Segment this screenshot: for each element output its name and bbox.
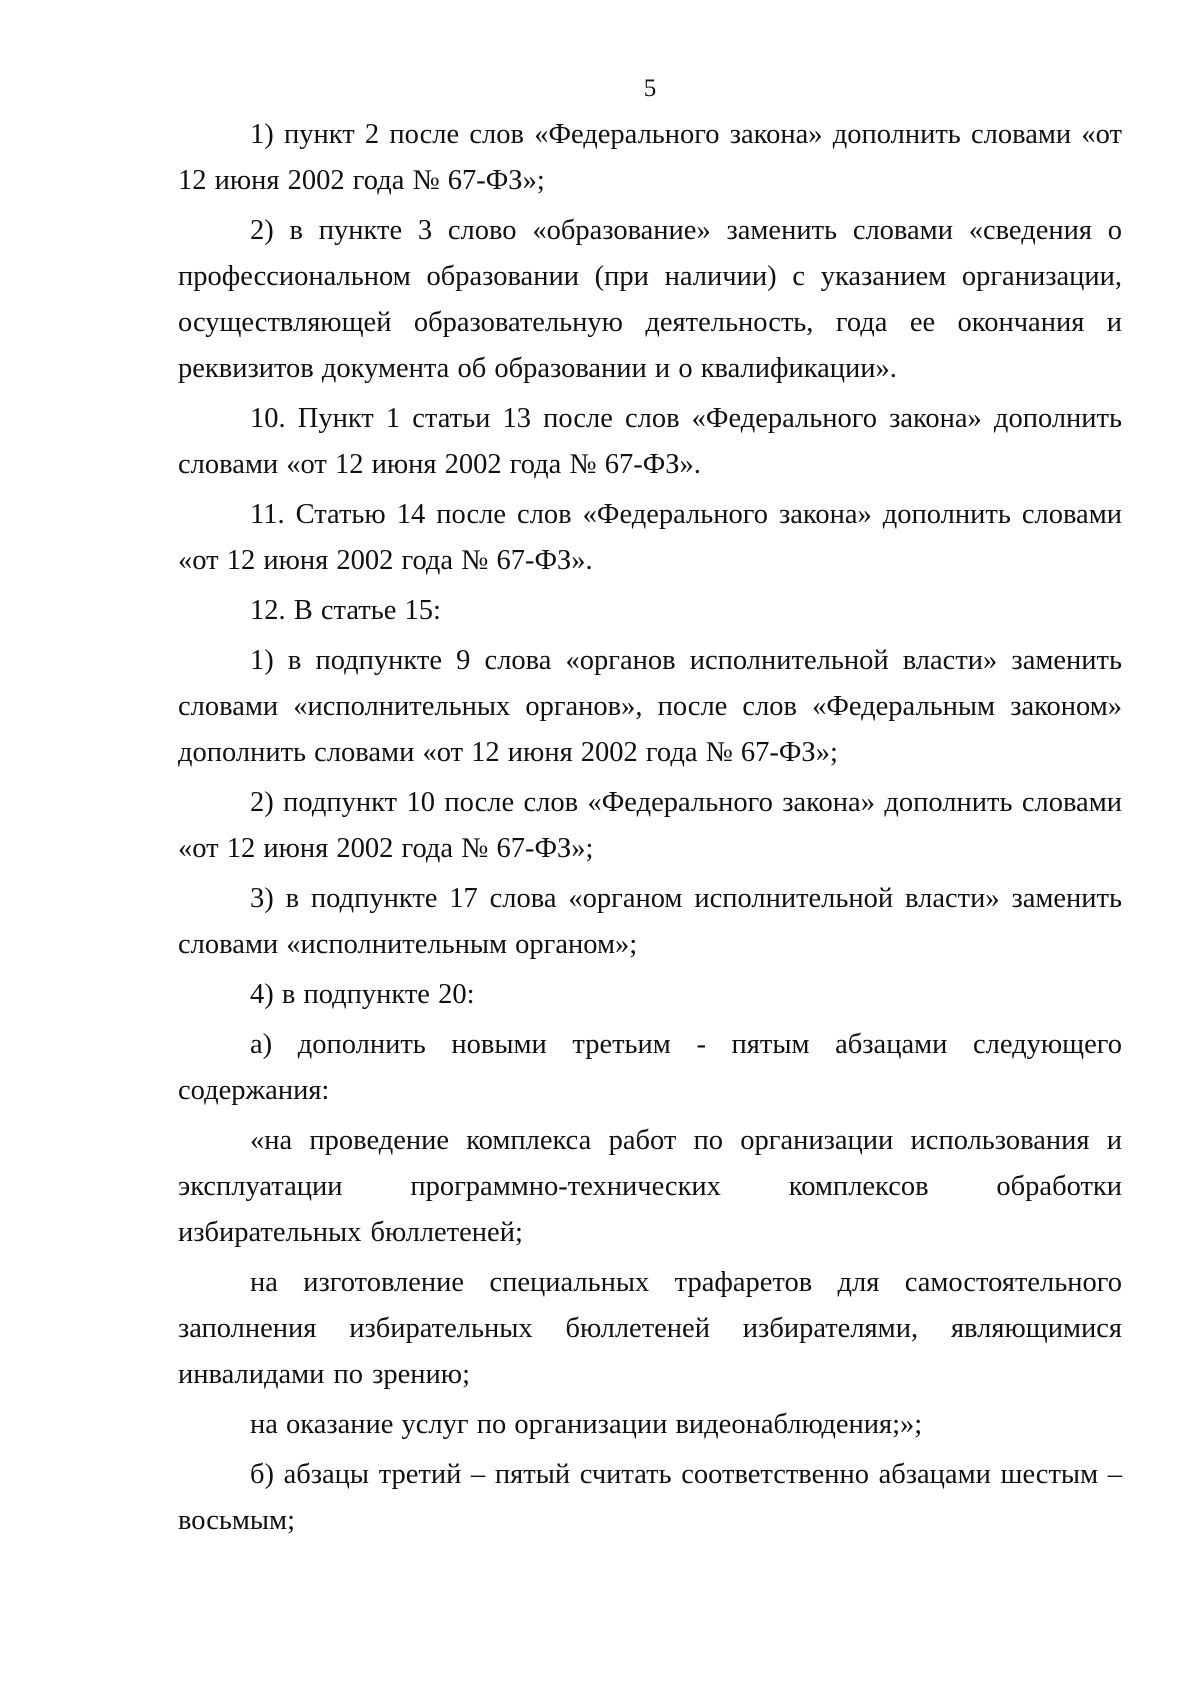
paragraph-12: на изготовление специальных трафаретов для самостоятельного заполнения избирательных бюллетеней избирателями, являющимися инвалидами по зрению; — [178, 1267, 1122, 1390]
paragraph-11: «на проведение комплекса работ по организации использования и эксплуатации программно-технических комплексов обработки избирательных бюллетеней; — [178, 1125, 1122, 1248]
paragraph-14: б) абзацы третий – пятый считать соответственно абзацами шестым – восьмым; — [178, 1459, 1122, 1536]
paragraph-10: а) дополнить новыми третьим - пятым абзацами следующего содержания: — [178, 1029, 1122, 1106]
paragraph-2: 2) в пункте 3 слово «образование» заменить словами «сведения о профессиональном образовании (при наличии) с указанием организации, осуществляющей образовательную деятельность, года ее окончания и реквизитов документа об образовании и о квалификации». — [178, 215, 1122, 384]
page-number: 5 — [643, 75, 657, 102]
paragraph-8: 3) в подпункте 17 слова «органом исполнительной власти» заменить словами «исполнительным органом»; — [178, 883, 1122, 960]
paragraph-3: 10. Пункт 1 статьи 13 после слов «Федерального закона» дополнить словами «от 12 июня 2002 года № 67-ФЗ». — [178, 403, 1122, 480]
document-page — [178, 74, 1122, 1548]
paragraph-9: 4) в подпункте 20: — [250, 979, 475, 1010]
paragraph-1: 1) пункт 2 после слов «Федерального закона» дополнить словами «от 12 июня 2002 года № 67-ФЗ»; — [178, 119, 1122, 196]
paragraph-6: 1) в подпункте 9 слова «органов исполнительной власти» заменить словами «исполнительных органов», после слов «Федеральным законом» дополнить словами «от 12 июня 2002 года № 67-ФЗ»; — [178, 645, 1122, 768]
paragraph-5: 12. В статье 15: — [250, 595, 441, 626]
paragraph-7: 2) подпункт 10 после слов «Федерального закона» дополнить словами «от 12 июня 2002 года № 67-ФЗ»; — [178, 787, 1122, 864]
paragraph-13: на оказание услуг по организации видеонаблюдения;»; — [250, 1409, 923, 1440]
paragraph-4: 11. Статью 14 после слов «Федерального закона» дополнить словами «от 12 июня 2002 года № 67-ФЗ». — [178, 499, 1122, 576]
